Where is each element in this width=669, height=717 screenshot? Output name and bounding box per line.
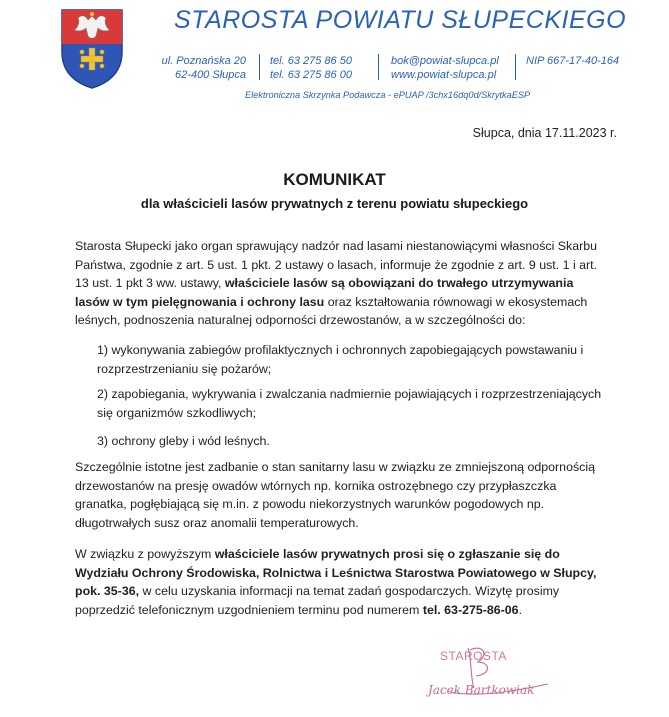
text-span: oraz kształtowania równowagi w ekosystemach leśnych, podnoszenia naturalnej odporności drzewostanów, a w szczególności do:: [75, 294, 588, 327]
address-line: ul. Poznańska 20: [161, 55, 246, 67]
phone-number: tel. 63-275-86-06: [422, 602, 519, 617]
document-heading: KOMUNIKAT: [283, 170, 386, 189]
nip-number: NIP 667-17-40-164: [526, 55, 620, 67]
list-item: 1) wykonywania zabiegów profilaktycznych i ochronnych zapobiegających powstawaniu i rozprzestrzenianiu się pożarów;: [97, 343, 584, 376]
website-link[interactable]: www.powiat-slupca.pl: [391, 69, 497, 81]
text-span: .: [518, 602, 523, 617]
text-span: w celu uzyskania informacji na temat zadań gospodarczych. Wizytę prosimy poprzedzić telefonicznym uzgodnieniem terminu pod numerem: [75, 584, 560, 617]
email-link[interactable]: bok@powiat-slupca.pl: [391, 55, 499, 67]
coat-of-arms-logo: [60, 8, 124, 90]
bold-text: właściciele lasów są obowiązani do trwałego utrzymywania lasów w tym pielęgnowania i ochrony lasu: [75, 276, 574, 309]
paragraph-contact: [75, 545, 610, 619]
document-date: Słupca, dnia 17.11.2023 r.: [472, 126, 617, 140]
text-span: W związku z powyższym: [75, 547, 215, 561]
signatory-name: Jacek Bartkowiak: [428, 683, 535, 697]
phone-line: tel. 63 275 86 50: [270, 55, 352, 67]
phone-line: tel. 63 275 86 00: [270, 69, 352, 81]
signature-title: STAROSTA: [440, 649, 507, 663]
text-span: Starosta Słupecki jako organ sprawujący nadzór nad lasami niestanowiącymi własności Skarbu Państwa, zgodnie z art. 5 ust. 1 pkt. 2 ustawy o lasach, informuje że zgodnie z art. 9 ust. 1 i art. 13 ust. 1 pkt 3 ww. ustawy,: [75, 239, 598, 290]
list-item: 3) ochrony gleby i wód leśnych.: [97, 434, 270, 448]
divider: [378, 54, 379, 80]
phone-block: [270, 54, 370, 82]
list-item: 2) zapobiegania, wykrywania i zwalczania nadmiernie pojawiających i rozprzestrzeniających się organizmów szkodliwych;: [97, 387, 602, 420]
divider: [515, 54, 516, 80]
contact-block: [391, 54, 513, 82]
address-line: 62-400 Słupca: [175, 69, 246, 81]
document-subheading: dla właścicieli lasów prywatnych z terenu powiatu słupeckiego: [140, 196, 529, 211]
divider: [259, 54, 260, 80]
address-block: [150, 54, 246, 82]
epuap-address: Elektroniczna Skrzynka Podawcza - ePUAP /3chx16dq0d/SkrytkaESP: [245, 90, 531, 100]
bold-text: właściciele lasów prywatnych prosi się o zgłaszanie się do Wydziału Ochrony Środowiska, Rolnictwa i Leśnictwa Starostwa Powiatowego w Słupcy, pok. 35-36,: [75, 547, 597, 598]
paragraph-sanitary: Szczególnie istotne jest zadbanie o stan sanitarny lasu w związku ze zmniejszoną odpornością drzewostanów na presję owadów wtórnych np. kornika ostrozębnego czy przypłaszczka granatka, pogłębiającą się m.in. z powodu niekorzystnych warunków pogodowych np. długotrwałych susz oraz anomalii temperaturowych.: [75, 460, 596, 530]
paragraph-intro: [75, 237, 610, 330]
office-title: STAROSTA POWIATU SŁUPECKIEGO: [173, 6, 627, 34]
